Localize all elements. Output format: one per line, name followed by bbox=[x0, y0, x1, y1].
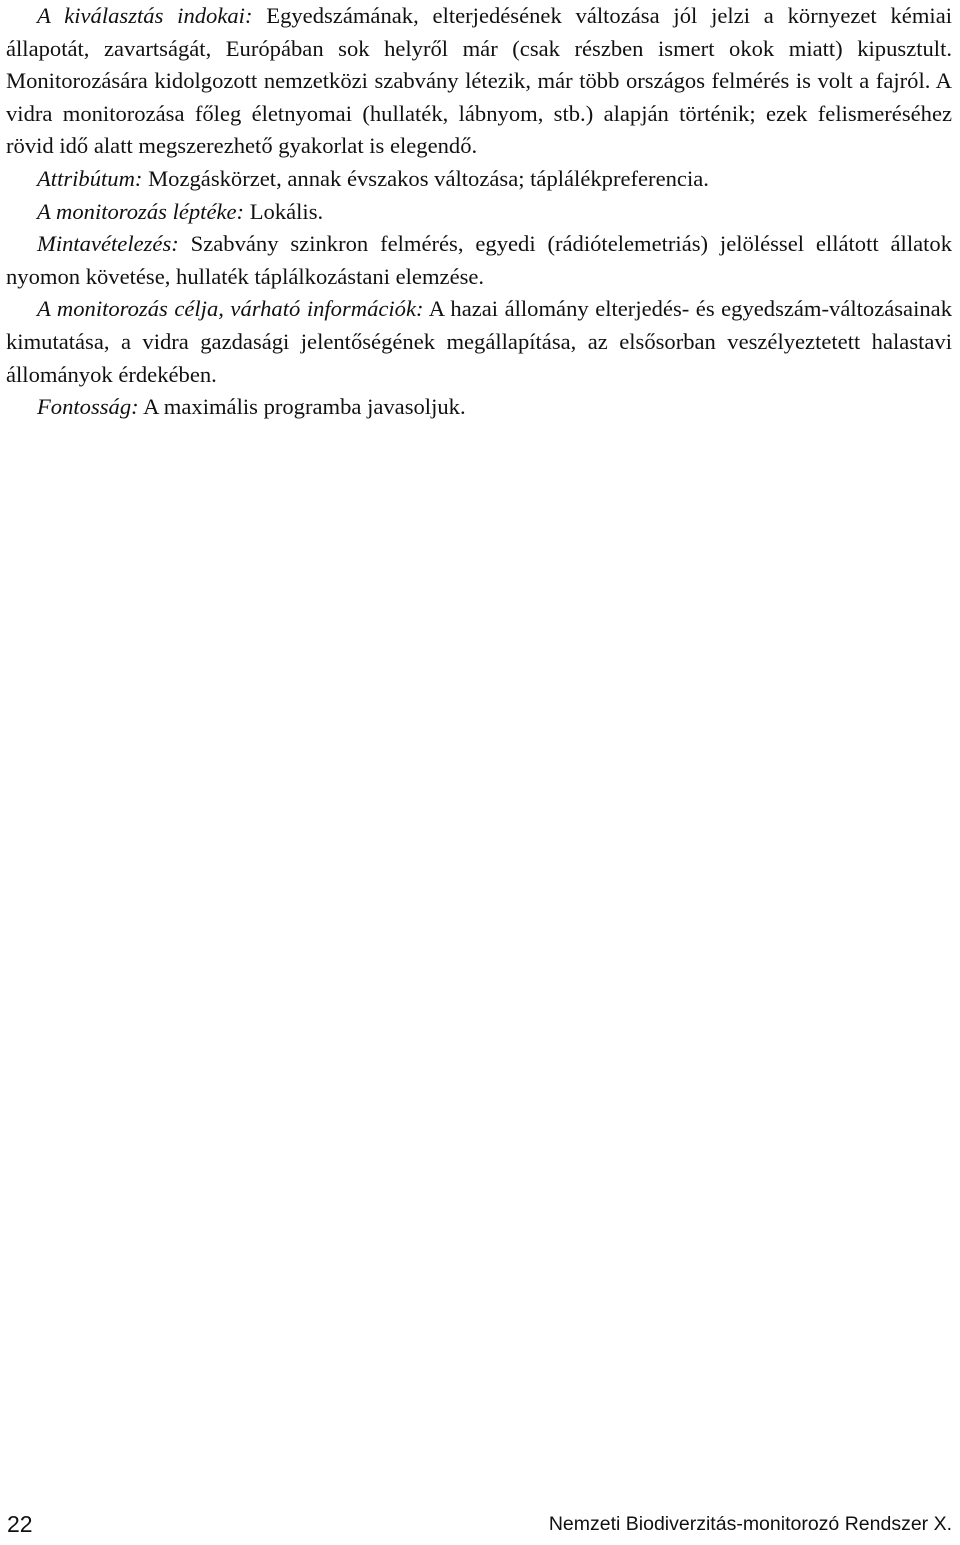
paragraph-label: A monitorozás léptéke: bbox=[37, 198, 245, 224]
paragraph-text: Lokális. bbox=[244, 198, 324, 224]
paragraph-label: Attribútum: bbox=[37, 165, 143, 191]
paragraph-text: Szabvány szinkron felmérés, egyedi (rádiótelemetriás) jelöléssel ellátott állatok nyomon követése, hullaték táplálkozástani elemzése. bbox=[6, 231, 952, 289]
paragraph-label: Fontosság: bbox=[37, 394, 139, 420]
paragraph-attribute bbox=[6, 163, 952, 196]
paragraph-text: Egyedszámának, elterjedésének változása jól jelzi a környezet kémiai állapotát, zavartságát, Európában sok helyről már (csak részben ismert okok miatt) kipusztult. Monitorozására kidolgozott nemzetközi szabvány létezik, már több országos felmérés is volt a fajról. A vidra monitorozása főleg életnyomai (hullaték, lábnyom, stb.) alapján történik; ezek felismeréséhez rövid idő alatt megszerezhető gyakorlat is elegendő. bbox=[6, 3, 952, 159]
paragraph-selection-reasons bbox=[6, 0, 952, 163]
paragraph-text: A maximális programba javasoljuk. bbox=[138, 394, 466, 420]
paragraph-text: A hazai állomány elterjedés- és egyedszám-változásainak kimutatása, a vidra gazdasági jelentőségének megállapítása, az elsősorban veszélyeztetett halastavi állományok érdekében. bbox=[6, 296, 952, 387]
paragraph-importance bbox=[6, 391, 952, 424]
paragraph-label: A kiválasztás indokai: bbox=[37, 3, 253, 28]
paragraph-monitoring-goal bbox=[6, 293, 952, 391]
paragraph-sampling bbox=[6, 228, 952, 293]
page-number: 22 bbox=[7, 1511, 33, 1537]
paragraph-text: Mozgáskörzet, annak évszakos változása; táplálékpreferencia. bbox=[142, 165, 709, 191]
running-title: Nemzeti Biodiverzitás-monitorozó Rendszer X. bbox=[548, 1513, 952, 1535]
document-body bbox=[6, 0, 952, 424]
paragraph-label: A monitorozás célja, várható információk: bbox=[37, 296, 424, 322]
paragraph-label: Mintavételezés: bbox=[37, 231, 179, 257]
paragraph-monitoring-scale bbox=[6, 196, 952, 229]
